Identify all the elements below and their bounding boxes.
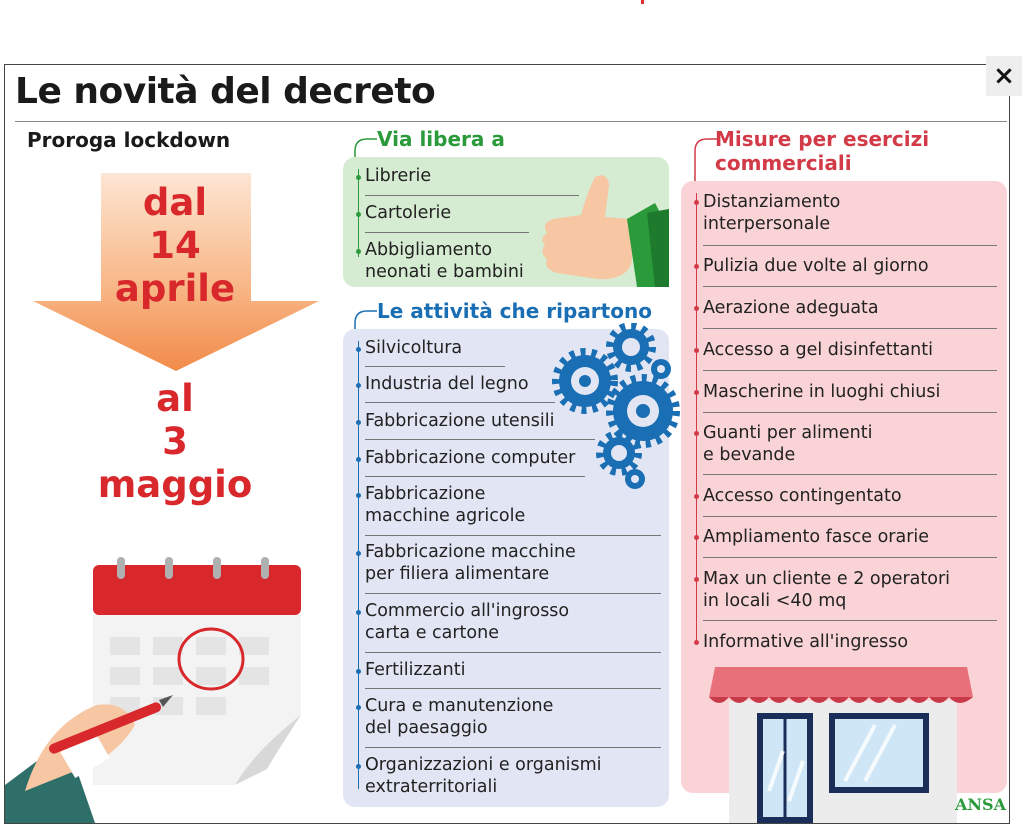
to-day-number: 3 [162, 420, 188, 463]
misure-item: Informative all'ingresso [703, 632, 909, 652]
bullet [356, 420, 361, 425]
shop-icon [705, 661, 977, 823]
bullet [694, 535, 699, 540]
bullet [356, 212, 361, 217]
from-day-label: dal [142, 181, 208, 224]
divider [703, 557, 997, 558]
bullet [356, 383, 361, 388]
via-libera-title: Via libera a [377, 127, 505, 151]
divider [703, 370, 997, 371]
red-mark [641, 0, 644, 4]
bullet [694, 306, 699, 311]
divider [703, 620, 997, 621]
bullet [356, 493, 361, 498]
bullet [356, 764, 361, 769]
misure-item: Mascherine in luoghi chiusi [703, 382, 941, 402]
misure-item: Accesso contingentato [703, 486, 902, 506]
divider [365, 747, 661, 748]
attivita-item-text: Commercio all'ingrosso carta e cartone [365, 601, 570, 643]
from-day-number: 14 [149, 224, 201, 267]
bullet [356, 705, 361, 710]
divider [365, 439, 595, 440]
divider [365, 195, 579, 196]
misure-item-text: Guanti per alimenti e bevande [703, 423, 873, 465]
attivita-item: Fabbricazione computer [365, 448, 576, 468]
misure-title [715, 127, 929, 175]
attivita-title: Le attività che ripartono [377, 299, 652, 323]
divider [365, 652, 661, 653]
source-logo: ANSA [955, 795, 1007, 814]
divider [365, 366, 505, 367]
bullet [694, 348, 699, 353]
bullet [356, 457, 361, 462]
misure-item: Aerazione adeguata [703, 298, 879, 318]
bullet [694, 431, 699, 436]
to-day-label: al [156, 377, 194, 420]
divider [703, 412, 997, 413]
attivita-item [365, 754, 602, 798]
misure-item-text: Distanziamento interpersonale [703, 192, 841, 234]
bullet [694, 200, 699, 205]
bullet [356, 175, 361, 180]
attivita-item-text: Fabbricazione macchine per filiera alimentare [365, 542, 576, 584]
calendar-icon [5, 555, 335, 823]
from-date [85, 181, 265, 310]
divider [365, 593, 661, 594]
misure-item: Pulizia due volte al giorno [703, 256, 929, 276]
attivita-item: Fertilizzanti [365, 660, 466, 680]
misure-title-line: Misure per esercizi [715, 127, 930, 151]
divider [703, 474, 997, 475]
via-libera-item [365, 239, 524, 283]
misure-item: Ampliamento fasce orarie [703, 527, 930, 547]
via-libera-item: Cartolerie [365, 203, 452, 223]
misure-item-text: Max un cliente e 2 operatori in locali <40 mq [703, 569, 951, 611]
misure-item: Accesso a gel disinfettanti [703, 340, 933, 360]
misure-title-line: commerciali [715, 151, 852, 175]
via-libera-item: Librerie [365, 166, 432, 186]
attivita-item [365, 695, 553, 739]
lockdown-heading: Proroga lockdown [27, 128, 231, 152]
bullet [694, 390, 699, 395]
divider [365, 402, 555, 403]
misure-item [703, 568, 950, 612]
divider [703, 286, 997, 287]
to-date [85, 377, 265, 506]
thumbs-up-icon [537, 169, 669, 287]
via-libera-item-text: Abbigliamento neonati e bambini [365, 240, 524, 282]
attivita-item: Silvicoltura [365, 338, 463, 358]
divider [703, 516, 997, 517]
divider [365, 535, 661, 536]
bullet [694, 577, 699, 582]
close-button[interactable]: × [986, 56, 1022, 96]
attivita-item [365, 483, 525, 527]
attivita-item: Fabbricazione utensili [365, 411, 555, 431]
to-month: maggio [97, 463, 253, 506]
misure-item [703, 422, 872, 466]
bullet [356, 249, 361, 254]
divider [365, 476, 585, 477]
bullet [356, 610, 361, 615]
bullet [694, 494, 699, 499]
attivita-item-text: Cura e manutenzione del paesaggio [365, 696, 554, 738]
infographic-frame [4, 64, 1010, 824]
attivita-item: Industria del legno [365, 374, 529, 394]
attivita-list-line [358, 341, 359, 789]
misure-item [703, 191, 840, 235]
attivita-item [365, 600, 569, 644]
bullet [356, 347, 361, 352]
divider [365, 688, 661, 689]
bullet [694, 640, 699, 645]
divider [703, 328, 997, 329]
attivita-item-text: Organizzazioni e organismi extraterritoriali [365, 755, 602, 797]
divider [365, 232, 529, 233]
page-title: Le novità del decreto [15, 71, 436, 112]
attivita-item [365, 541, 576, 585]
bullet [356, 669, 361, 674]
divider [703, 245, 997, 246]
from-month: aprile [114, 267, 236, 310]
attivita-item-text: Fabbricazione macchine agricole [365, 484, 526, 526]
bullet [694, 264, 699, 269]
title-divider [15, 121, 1007, 122]
bullet [356, 551, 361, 556]
